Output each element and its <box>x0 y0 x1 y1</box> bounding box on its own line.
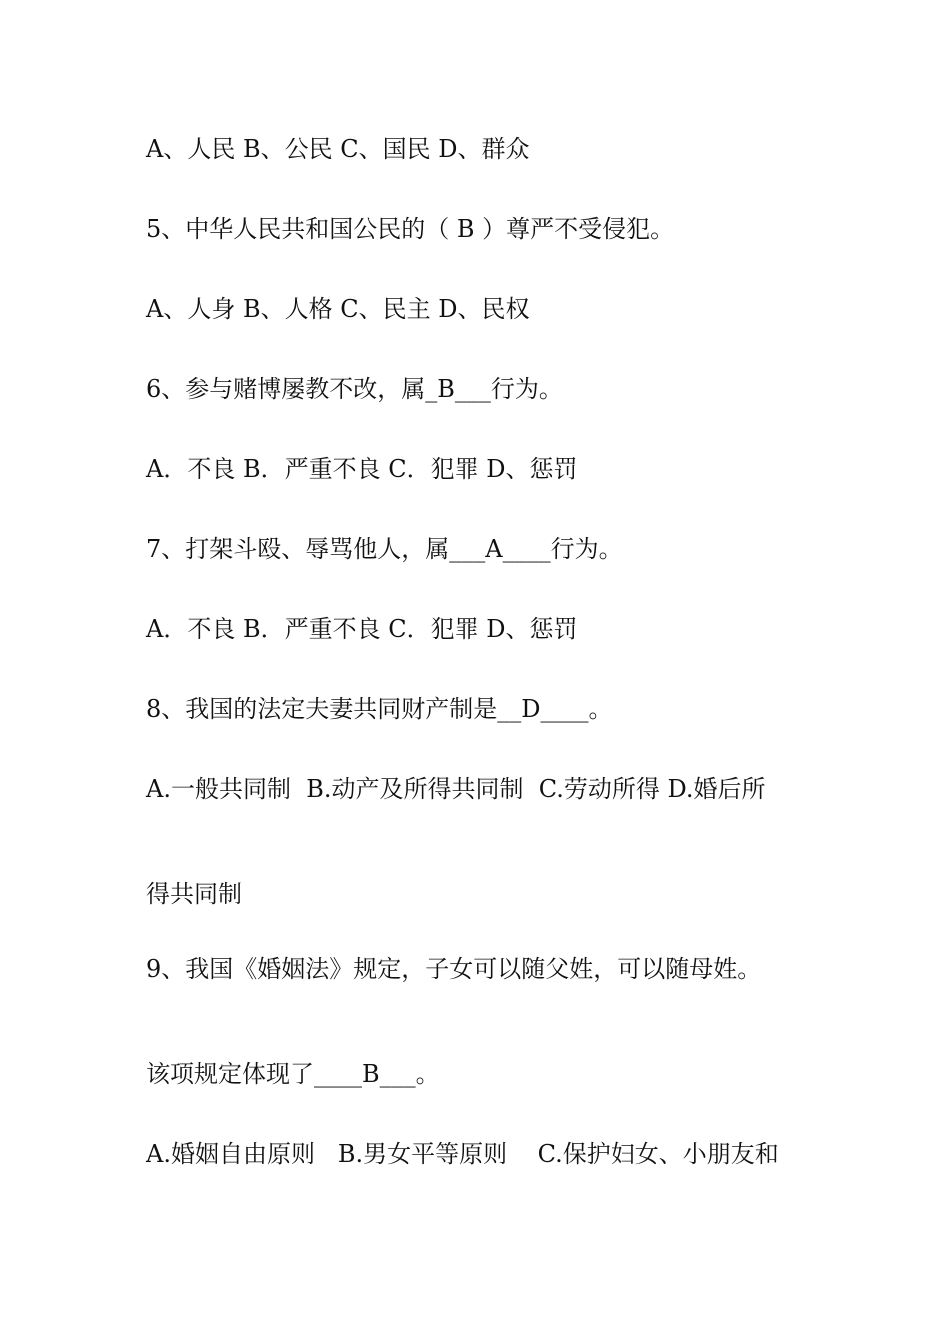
option-line-q7: A．不良 B．严重不良 C．犯罪 D、惩罚 <box>146 615 578 643</box>
option-line-q6: A．不良 B．严重不良 C．犯罪 D、惩罚 <box>146 455 578 483</box>
option-line-q5: A、人身 B、人格 C、民主 D、民权 <box>146 295 530 323</box>
question-8: 8、我国的法定夫妻共同财产制是__D____。 <box>146 695 613 723</box>
option-line-q4: A、人民 B、公民 C、国民 D、群众 <box>146 135 530 163</box>
question-6: 6、参与赌博屡教不改，属_B___行为。 <box>146 375 563 403</box>
option-line-q8-continued: 得共同制 <box>146 880 242 908</box>
question-9: 9、我国《婚姻法》规定，子女可以随父姓，可以随母姓。 <box>146 955 762 983</box>
option-line-q9: A.婚姻自由原则 B.男女平等原则 C.保护妇女、小朋友和 <box>146 1140 779 1168</box>
option-line-q8: A.一般共同制 B.动产及所得共同制 C.劳动所得 D.婚后所 <box>146 775 766 803</box>
question-9-continued: 该项规定体现了____B___。 <box>146 1060 440 1088</box>
question-7: 7、打架斗殴、辱骂他人，属___A____行为。 <box>146 535 623 563</box>
question-5: 5、中华人民共和国公民的（ B ）尊严不受侵犯。 <box>146 215 675 243</box>
